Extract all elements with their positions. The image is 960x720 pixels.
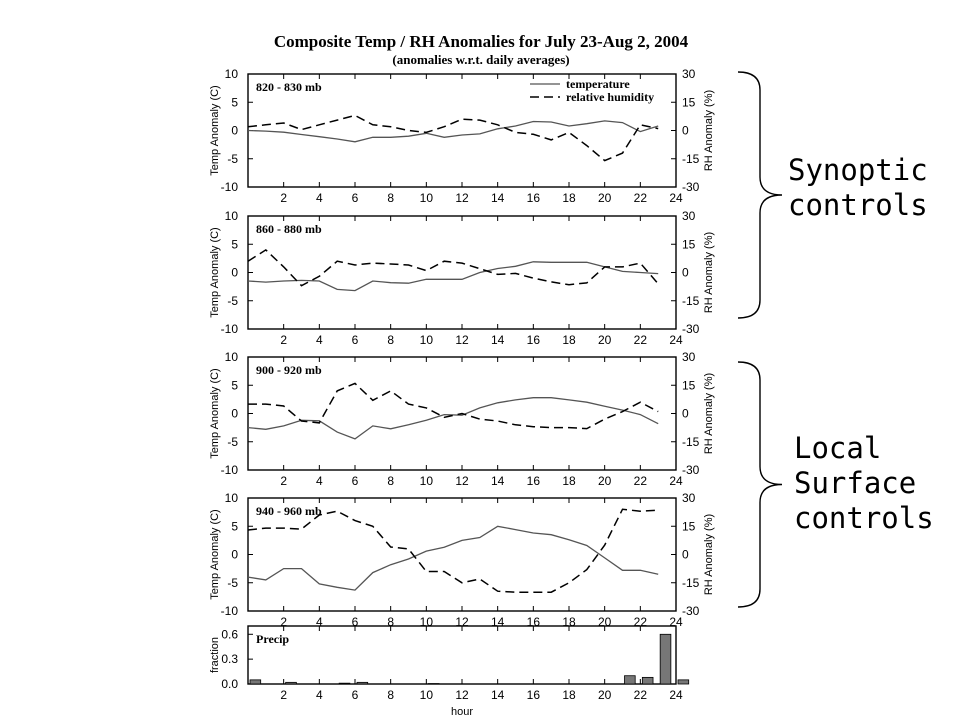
annotation-line: Local (794, 431, 882, 465)
x-tick-label: 8 (387, 191, 395, 205)
chart-panel-3 (209, 350, 715, 488)
x-tick-label: 22 (633, 688, 648, 702)
series-temperature-line (248, 526, 658, 590)
x-tick-label: 22 (633, 333, 648, 347)
y-tick-label: -5 (227, 293, 238, 308)
x-tick-label: 16 (526, 474, 541, 488)
x-tick-label: 14 (490, 191, 505, 205)
panel-label: 900 - 920 mb (256, 363, 322, 377)
y2-tick-label: 0 (682, 547, 689, 562)
x-tick-label: 4 (315, 191, 323, 205)
x-tick-label: 14 (490, 474, 505, 488)
x-tick-label: 24 (669, 615, 683, 629)
y-tick-label: -5 (227, 575, 238, 590)
y2-tick-label: 15 (682, 378, 696, 393)
panel-label: 820 - 830 mb (256, 80, 322, 94)
y2-tick-label: -15 (682, 434, 700, 449)
x-tick-label: 24 (669, 474, 683, 488)
y2-tick-label: -30 (682, 604, 700, 618)
y-axis-label: fraction (209, 636, 221, 674)
y-axis-label: Temp Anomaly (C) (209, 227, 221, 318)
x-tick-label: 10 (419, 615, 434, 629)
y2-tick-label: 30 (682, 209, 696, 223)
x-tick-label: 16 (526, 191, 541, 205)
brace (738, 72, 782, 318)
x-tick-label: 16 (526, 688, 541, 702)
y2-tick-label: -30 (682, 463, 700, 477)
brace (738, 362, 782, 607)
y2-tick-label: 30 (682, 491, 696, 505)
x-tick-label: 12 (455, 333, 469, 347)
x-tick-label: 12 (455, 474, 469, 488)
chart-panel-2 (209, 209, 715, 347)
legend (530, 77, 654, 104)
y-tick-label: -10 (220, 322, 238, 336)
x-tick-label: 20 (597, 333, 612, 347)
y-tick-label: 10 (224, 491, 238, 505)
y-tick-label: 0.3 (221, 652, 238, 667)
legend-entry: temperature (566, 77, 630, 91)
chart-panel-4 (209, 491, 715, 629)
y-tick-label: 10 (224, 209, 238, 223)
x-tick-label: 22 (633, 474, 648, 488)
x-tick-label: 22 (633, 615, 648, 629)
x-tick-label: 10 (419, 191, 434, 205)
x-tick-label: 10 (419, 333, 434, 347)
chart-panel-1 (209, 67, 715, 205)
x-tick-label: 4 (315, 615, 323, 629)
y-tick-label: -10 (220, 180, 238, 194)
x-tick-label: 12 (455, 615, 469, 629)
x-tick-label: 6 (351, 333, 359, 347)
x-tick-label: 12 (455, 191, 469, 205)
y-axis-label: Temp Anomaly (C) (209, 368, 221, 459)
x-tick-label: 6 (351, 191, 359, 205)
y-tick-label: -5 (227, 434, 238, 449)
x-tick-label: 20 (597, 688, 612, 702)
y2-axis-label: RH Anomaly (%) (703, 372, 715, 455)
y-tick-label: 0 (231, 406, 238, 421)
x-tick-label: 2 (280, 474, 288, 488)
y-tick-label: 0 (231, 547, 238, 562)
y2-tick-label: 0 (682, 406, 689, 421)
y-tick-label: 0.0 (221, 677, 238, 691)
x-tick-label: 16 (526, 615, 541, 629)
series-relative-humidity-line (248, 509, 658, 592)
y-tick-label: 0.6 (221, 627, 238, 642)
x-tick-label: 18 (562, 615, 576, 629)
x-tick-label: 2 (280, 191, 288, 205)
annotations (738, 72, 934, 607)
panel-label: Precip (256, 632, 290, 646)
x-tick-label: 14 (490, 688, 505, 702)
x-tick-label: 24 (669, 688, 683, 702)
y2-tick-label: 0 (682, 265, 689, 280)
x-tick-label: 18 (562, 688, 576, 702)
annotation-line: Synoptic (788, 153, 928, 187)
x-tick-label: 6 (351, 474, 359, 488)
x-tick-label: 14 (490, 615, 505, 629)
legend-entry: relative humidity (566, 90, 655, 104)
annotation-group-1 (738, 72, 928, 318)
y2-tick-label: -30 (682, 180, 700, 194)
panel-label: 860 - 880 mb (256, 222, 322, 236)
series-temperature-line (248, 398, 658, 439)
y-tick-label: 0 (231, 123, 238, 138)
x-tick-label: 10 (419, 688, 434, 702)
x-tick-label: 18 (562, 474, 576, 488)
x-tick-label: 8 (387, 615, 395, 629)
chart-panels (209, 67, 715, 718)
y2-axis-label: RH Anomaly (%) (703, 231, 715, 314)
y-tick-label: 5 (231, 95, 238, 110)
x-tick-label: 16 (526, 333, 541, 347)
precip-bar (339, 683, 350, 684)
series-relative-humidity-line (248, 383, 658, 428)
precip-bar (286, 682, 297, 684)
y2-tick-label: -30 (682, 322, 700, 336)
y2-tick-label: 15 (682, 519, 696, 534)
x-axis-label: hour (450, 706, 474, 718)
precip-bar (625, 676, 636, 684)
x-tick-label: 10 (419, 474, 434, 488)
y-tick-label: 5 (231, 237, 238, 252)
y-tick-label: 5 (231, 378, 238, 393)
x-tick-label: 12 (455, 688, 469, 702)
panel-label: 940 - 960 mb (256, 504, 322, 518)
x-tick-label: 6 (351, 688, 359, 702)
y-tick-label: 10 (224, 350, 238, 364)
y2-axis-label: RH Anomaly (%) (703, 89, 715, 172)
series-temperature-line (248, 121, 658, 142)
series-temperature-line (248, 262, 658, 291)
x-tick-label: 20 (597, 474, 612, 488)
y-axis-label: Temp Anomaly (C) (209, 85, 221, 176)
x-tick-label: 8 (387, 333, 395, 347)
y-tick-label: 5 (231, 519, 238, 534)
x-tick-label: 4 (315, 474, 323, 488)
x-tick-label: 14 (490, 333, 505, 347)
x-tick-label: 24 (669, 191, 683, 205)
y-tick-label: -10 (220, 604, 238, 618)
annotation-group-2 (738, 362, 934, 607)
y-tick-label: 0 (231, 265, 238, 280)
y-tick-label: 10 (224, 67, 238, 81)
x-tick-label: 4 (315, 688, 323, 702)
chart-panel-5 (209, 626, 689, 718)
y-tick-label: -5 (227, 151, 238, 166)
y-axis-label: Temp Anomaly (C) (209, 509, 221, 600)
x-tick-label: 2 (280, 333, 288, 347)
x-tick-label: 20 (597, 191, 612, 205)
x-tick-label: 4 (315, 333, 323, 347)
precip-bar (642, 677, 653, 684)
precip-bar (357, 682, 368, 684)
y2-axis-label: RH Anomaly (%) (703, 513, 715, 596)
y2-tick-label: -15 (682, 293, 700, 308)
y2-tick-label: 30 (682, 350, 696, 364)
x-tick-label: 20 (597, 615, 612, 629)
x-tick-label: 2 (280, 688, 288, 702)
annotation-line: controls (788, 188, 928, 222)
panel-frame (248, 626, 676, 684)
y2-tick-label: -15 (682, 151, 700, 166)
figure-title: Composite Temp / RH Anomalies for July 23-Aug 2, 2004 (273, 32, 689, 51)
y2-tick-label: 0 (682, 123, 689, 138)
precip-bar (250, 680, 261, 684)
x-tick-label: 18 (562, 333, 576, 347)
x-tick-label: 24 (669, 333, 683, 347)
y2-tick-label: -15 (682, 575, 700, 590)
x-tick-label: 6 (351, 615, 359, 629)
x-tick-label: 22 (633, 191, 648, 205)
y2-tick-label: 15 (682, 237, 696, 252)
y2-tick-label: 30 (682, 67, 696, 81)
precip-bar (678, 680, 689, 684)
figure-subtitle: (anomalies w.r.t. daily averages) (392, 52, 570, 67)
precip-bar (660, 634, 671, 684)
annotation-line: Surface (794, 466, 917, 500)
y2-tick-label: 15 (682, 95, 696, 110)
x-tick-label: 18 (562, 191, 576, 205)
x-tick-label: 8 (387, 474, 395, 488)
annotation-line: controls (794, 501, 934, 535)
y-tick-label: -10 (220, 463, 238, 477)
x-tick-label: 2 (280, 615, 288, 629)
x-tick-label: 8 (387, 688, 395, 702)
